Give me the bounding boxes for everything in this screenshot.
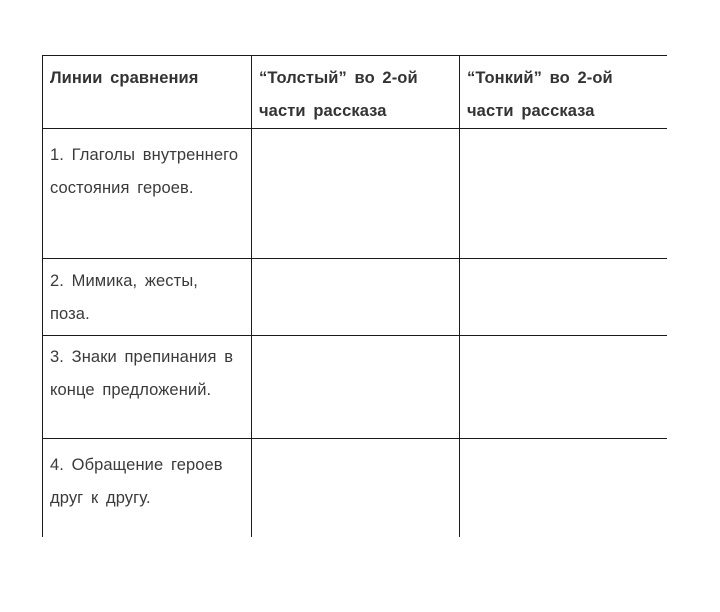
- row-criterion: 2. Мимика, жесты, поза.: [43, 259, 252, 336]
- thin-cell: [460, 439, 668, 538]
- thin-cell: [460, 336, 668, 439]
- table-row: [43, 259, 668, 336]
- thick-cell: [252, 336, 460, 439]
- header-thin-character: “Тонкий” во 2-ой части рассказа: [460, 56, 668, 129]
- thin-cell: [460, 259, 668, 336]
- thick-cell: [252, 129, 460, 259]
- table-header-row: [43, 56, 668, 129]
- row-criterion: 3. Знаки препинания в конце предложений.: [43, 336, 252, 439]
- header-comparison-lines: Линии сравнения: [43, 56, 252, 129]
- comparison-table: [42, 55, 667, 537]
- thick-cell: [252, 259, 460, 336]
- table-row: [43, 336, 668, 439]
- row-criterion: 4. Обращение героев друг к другу.: [43, 439, 252, 538]
- header-thick-character: “Толстый” во 2-ой части рассказа: [252, 56, 460, 129]
- document-page: [42, 55, 667, 537]
- table-row: [43, 129, 668, 259]
- table-row: [43, 439, 668, 538]
- thin-cell: [460, 129, 668, 259]
- thick-cell: [252, 439, 460, 538]
- row-criterion: 1. Глаголы внутреннего состояния героев.: [43, 129, 252, 259]
